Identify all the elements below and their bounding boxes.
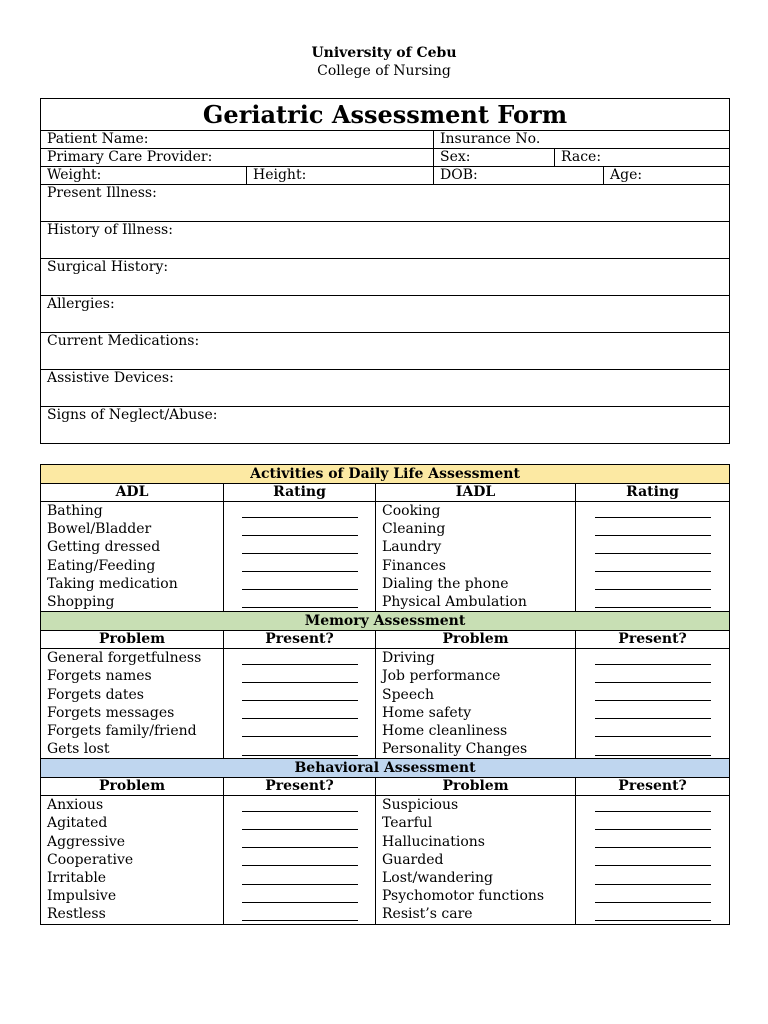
memory-item: Home safety	[382, 704, 472, 721]
answer-blank-line[interactable]	[595, 523, 711, 536]
answer-blank-line[interactable]	[242, 817, 358, 830]
behavioral-items-right	[376, 796, 576, 924]
memory-item: Gets lost	[47, 741, 110, 758]
answer-blank-line[interactable]	[242, 706, 358, 719]
behavioral-section-title: Behavioral Assessment	[41, 759, 730, 778]
memory-item: Home cleanliness	[382, 722, 508, 739]
memory-present-lines-right	[576, 649, 730, 759]
iadl-col-header: IADL	[376, 484, 576, 502]
allergies-field[interactable]: Allergies:	[41, 296, 730, 333]
patient-name-field[interactable]: Patient Name:	[41, 131, 434, 149]
college-name: College of Nursing	[317, 63, 451, 79]
answer-blank-line[interactable]	[595, 799, 711, 812]
answer-blank-line[interactable]	[242, 577, 358, 590]
iadl-items	[376, 502, 576, 612]
adl-item: Bathing	[47, 503, 103, 519]
memory-answer-row	[224, 649, 375, 667]
memory-item: Driving	[382, 650, 435, 667]
behavioral-answer-row	[224, 814, 375, 832]
adl-item: Physical Ambulation	[382, 593, 527, 610]
answer-blank-line[interactable]	[242, 595, 358, 608]
answer-blank-line[interactable]	[595, 559, 711, 572]
adl-rating-lines	[224, 502, 376, 612]
race-field[interactable]: Race:	[555, 149, 730, 167]
answer-blank-line[interactable]	[242, 523, 358, 536]
memory-item: Speech	[382, 686, 434, 703]
university-name: University of Cebu	[311, 45, 457, 61]
memory-items-left	[41, 649, 224, 759]
behavioral-item: Anxious	[47, 797, 104, 814]
behavioral-item: Lost/wandering	[382, 870, 493, 886]
adl-item: Cooking	[382, 503, 441, 519]
behavioral-items-left	[41, 796, 224, 924]
answer-blank-line[interactable]	[242, 559, 358, 572]
adl-answer-row	[224, 502, 375, 520]
behavioral-answer-row	[576, 851, 729, 869]
answer-blank-line[interactable]	[595, 890, 711, 903]
sex-field[interactable]: Sex:	[434, 149, 555, 167]
behavioral-item: Resist’s care	[382, 906, 473, 923]
height-field[interactable]: Height:	[247, 167, 434, 185]
adl-answer-row	[224, 538, 375, 556]
behavioral-item: Aggressive	[47, 833, 126, 850]
adl-answer-row	[576, 575, 729, 593]
answer-blank-line[interactable]	[595, 706, 711, 719]
memory-problem-col-header: Problem	[41, 631, 224, 649]
behavioral-problem-col-header: Problem	[41, 778, 224, 796]
memory-section-title: Memory Assessment	[41, 612, 730, 631]
memory-answer-row	[224, 740, 375, 758]
answer-blank-line[interactable]	[595, 872, 711, 885]
adl-item: Dialing the phone	[382, 575, 509, 592]
adl-answer-row	[224, 520, 375, 538]
adl-item: Laundry	[382, 539, 442, 556]
adl-item: Finances	[382, 557, 446, 574]
answer-blank-line[interactable]	[595, 817, 711, 830]
form-title: Geriatric Assessment Form	[41, 99, 730, 131]
answer-blank-line[interactable]	[242, 890, 358, 903]
memory-item: General forgetfulness	[47, 650, 202, 667]
memory-answer-row	[576, 704, 729, 722]
memory-present-lines-left	[224, 649, 376, 759]
behavioral-present-col-header-2: Present?	[576, 778, 730, 796]
adl-items	[41, 502, 224, 612]
behavioral-answer-row	[224, 851, 375, 869]
age-field[interactable]: Age:	[604, 167, 730, 185]
behavioral-answer-row	[224, 796, 375, 814]
answer-blank-line[interactable]	[242, 670, 358, 683]
adl-answer-row	[224, 557, 375, 575]
answer-blank-line[interactable]	[242, 724, 358, 737]
adl-answer-row	[576, 557, 729, 575]
behavioral-answer-row	[224, 869, 375, 887]
behavioral-present-col-header: Present?	[224, 778, 376, 796]
behavioral-present-lines-left	[224, 796, 376, 924]
adl-answer-row	[576, 593, 729, 611]
memory-item: Forgets messages	[47, 704, 175, 721]
memory-item: Job performance	[382, 668, 501, 685]
answer-blank-line[interactable]	[595, 835, 711, 848]
adl-item: Getting dressed	[47, 539, 161, 556]
adl-answer-row	[576, 538, 729, 556]
answer-blank-line[interactable]	[595, 541, 711, 554]
answer-blank-line[interactable]	[242, 688, 358, 701]
memory-answer-row	[576, 667, 729, 685]
answer-blank-line[interactable]	[595, 652, 711, 665]
adl-section-title: Activities of Daily Life Assessment	[41, 465, 730, 484]
adl-answer-row	[224, 593, 375, 611]
answer-blank-line[interactable]	[242, 505, 358, 518]
primary-care-field[interactable]: Primary Care Provider:	[41, 149, 434, 167]
behavioral-item: Suspicious	[382, 797, 459, 814]
insurance-no-field[interactable]: Insurance No.	[434, 131, 730, 149]
answer-blank-line[interactable]	[242, 799, 358, 812]
behavioral-item: Restless	[47, 906, 106, 923]
memory-answer-row	[576, 722, 729, 740]
memory-items-right	[376, 649, 576, 759]
answer-blank-line[interactable]	[595, 688, 711, 701]
behavioral-answer-row	[224, 905, 375, 923]
behavioral-item: Cooperative	[47, 851, 134, 868]
adl-rating-col-header: Rating	[224, 484, 376, 502]
memory-answer-row	[224, 667, 375, 685]
behavioral-answer-row	[576, 887, 729, 905]
memory-present-col-header: Present?	[224, 631, 376, 649]
memory-present-col-header-2: Present?	[576, 631, 730, 649]
memory-answer-row	[576, 740, 729, 758]
answer-blank-line[interactable]	[242, 835, 358, 848]
adl-item: Cleaning	[382, 521, 446, 538]
behavioral-answer-row	[576, 833, 729, 851]
memory-item: Forgets family/friend	[47, 722, 197, 739]
memory-item: Forgets names	[47, 668, 152, 685]
behavioral-item: Irritable	[47, 870, 107, 886]
memory-problem-col-header-2: Problem	[376, 631, 576, 649]
present-illness-field[interactable]: Present Illness:	[41, 185, 730, 222]
dob-field[interactable]: DOB:	[434, 167, 604, 185]
adl-answer-row	[576, 502, 729, 520]
adl-item: Shopping	[47, 593, 115, 610]
adl-item: Eating/Feeding	[47, 557, 156, 574]
memory-item: Personality Changes	[382, 741, 528, 758]
assistive-devices-field[interactable]: Assistive Devices:	[41, 370, 730, 407]
memory-answer-row	[224, 722, 375, 740]
answer-blank-line[interactable]	[595, 724, 711, 737]
weight-field[interactable]: Weight:	[41, 167, 247, 185]
answer-blank-line[interactable]	[242, 872, 358, 885]
current-medications-field[interactable]: Current Medications:	[41, 333, 730, 370]
signs-neglect-field[interactable]: Signs of Neglect/Abuse:	[41, 407, 730, 444]
adl-answer-row	[576, 520, 729, 538]
adl-item: Bowel/Bladder	[47, 521, 152, 538]
answer-blank-line[interactable]	[595, 743, 711, 756]
patient-info-table	[40, 98, 730, 444]
answer-blank-line[interactable]	[595, 505, 711, 518]
answer-blank-line[interactable]	[242, 541, 358, 554]
answer-blank-line[interactable]	[595, 595, 711, 608]
behavioral-item: Tearful	[382, 815, 433, 832]
form-header	[0, 44, 768, 80]
memory-answer-row	[576, 649, 729, 667]
memory-answer-row	[576, 686, 729, 704]
behavioral-item: Guarded	[382, 851, 444, 868]
answer-blank-line[interactable]	[595, 670, 711, 683]
iadl-rating-col-header: Rating	[576, 484, 730, 502]
behavioral-answer-row	[576, 796, 729, 814]
adl-answer-row	[224, 575, 375, 593]
behavioral-answer-row	[224, 887, 375, 905]
memory-answer-row	[224, 686, 375, 704]
answer-blank-line[interactable]	[242, 652, 358, 665]
behavioral-answer-row	[224, 833, 375, 851]
adl-item: Taking medication	[47, 575, 178, 592]
behavioral-item: Agitated	[47, 815, 108, 832]
behavioral-item: Impulsive	[47, 888, 117, 905]
history-illness-field[interactable]: History of Illness:	[41, 222, 730, 259]
behavioral-answer-row	[576, 869, 729, 887]
answer-blank-line[interactable]	[595, 577, 711, 590]
surgical-history-field[interactable]: Surgical History:	[41, 259, 730, 296]
answer-blank-line[interactable]	[242, 908, 358, 921]
memory-item: Forgets dates	[47, 686, 144, 703]
answer-blank-line[interactable]	[595, 853, 711, 866]
behavioral-item: Hallucinations	[382, 833, 485, 850]
answer-blank-line[interactable]	[595, 908, 711, 921]
behavioral-answer-row	[576, 905, 729, 923]
behavioral-present-lines-right	[576, 796, 730, 924]
assessment-table	[40, 464, 730, 925]
behavioral-item: Psychomotor functions	[382, 888, 545, 905]
adl-col-header: ADL	[41, 484, 224, 502]
iadl-rating-lines	[576, 502, 730, 612]
answer-blank-line[interactable]	[242, 853, 358, 866]
memory-answer-row	[224, 704, 375, 722]
behavioral-answer-row	[576, 814, 729, 832]
answer-blank-line[interactable]	[242, 743, 358, 756]
behavioral-problem-col-header-2: Problem	[376, 778, 576, 796]
